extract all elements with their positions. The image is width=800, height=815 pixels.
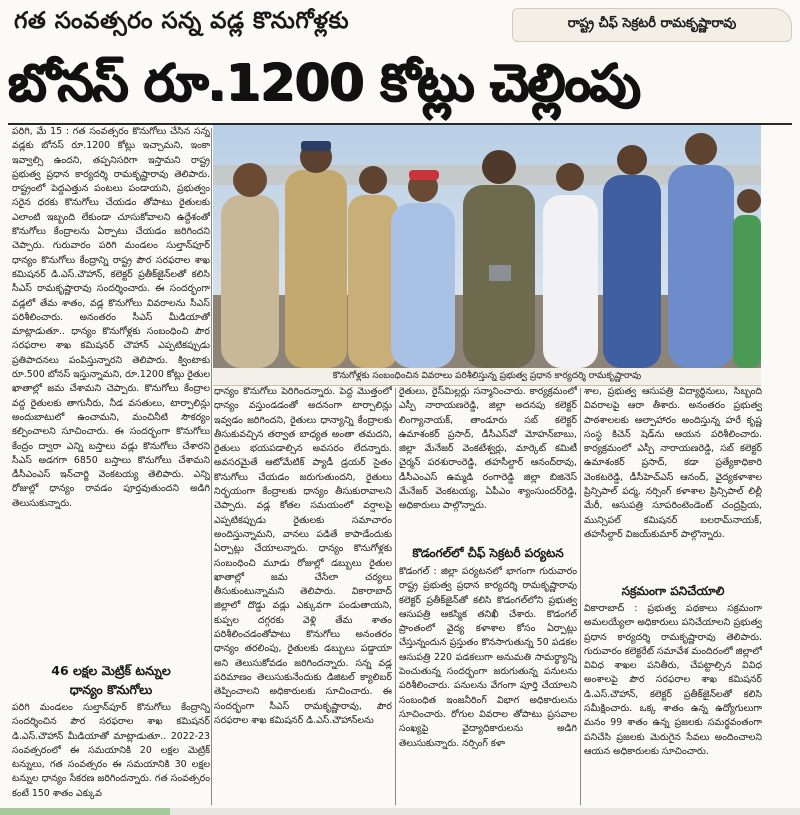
article-column-2: [214, 385, 392, 805]
main-headline: బోనస్ రూ.1200 కోట్లు చెల్లింపు: [8, 54, 640, 113]
column-divider: [580, 388, 581, 805]
article-column-4b: [584, 602, 762, 805]
column-4b-text: వికారాబాద్ : ప్రభుత్వ పథకాలు సక్రమంగా అమలయ్యేలా అధికారులు పనిచేయాలని ప్రభుత్వ ప్రధాన కార్యదర్శి రామకృష్ణారావు తెలిపారు. గురువారం కలెక్టరేట్ సమావేశ మందిరంలో జిల్లాలో వివిధ శాఖల పనితీరు, చేపట్టాల్సిన వివిధ అంశాలపై పౌర సరఫరాల శాఖ కమిషనర్ డి.ఎస్.చౌహాన్, కలెక్టర్ ప్రతీక్‌జైన్‌లతో కలిసి సమీక్షించారు. ఒక్క శాతం ఉన్న ఉద్యోగులుగా మనం 99 శాతం ఉన్న ప్రజలకు సమర్థవంతంగా పనిచేసి ప్రజలకు మెరుగైన సేవలు అందించాలని ఆయన అధికారులకు సూచించారు.: [584, 603, 762, 757]
column-1b-text: పరిగి మండలం సుల్తాన్‌పూర్ కొనుగోలు కేంద్రాన్ని సందర్శించిన పౌర సరఫరాల శాఖ కమిషనర్ డి.ఎస్.చౌహాన్ మీడియాతో మాట్లాడుతూ.. 2022-23 సంవత్సరంలో ఈ సమయానికి 20 లక్షల మెట్రిక్ టన్నులు, గత సంవత్సరం ఈ సమయానికి 30 లక్షల టన్నుల ధాన్యం సేకరణ జరిగిందన్నారు. గత సంవత్సరం కంటే 150 శాతం ఎక్కువ: [12, 702, 210, 799]
article-column-1: [12, 125, 210, 661]
page-bottom-strip: [0, 808, 800, 815]
column-3b-text: కొడంగల్ : జిల్లా పర్యటనలో భాగంగా గురువారం రాష్ట్ర ప్రభుత్వ ప్రధాన కార్యదర్శి రామకృష్ణారావు కలెక్టర్ ప్రతీక్‌జైన్‌తో కలిసి కొడంగల్‌లోని ప్రభుత్వ ఆసుపత్రి ఆకస్మిక తనిఖీ చేశారు. కొడంగల్ ప్రాంతంలో వైద్య కళాశాల కోసం ఏర్పాట్లు చేస్తున్నందున ప్రస్తుతం కొనసాగుతున్న 50 పడకల ఆసుపత్రి 220 పడకలుగా అనుమతి సామర్థ్యాన్ని పెంచుతున్న సందర్భంగా జరుగుతున్న పనులను పరిశీలించారు. పనులను వేగంగా పూర్తి చేయాలని సంబంధిత ఇంజనీరింగ్ విభాగ అధికారులను సూచించారు. రోగుల వివరాల తోపాటు ప్రసవాల సంఖ్యపై వైద్యాధికారులను అడిగి తెలుసుకున్నారు. నర్సింగ్ కళా: [399, 566, 577, 749]
column-3-text: రైతులు, రైస్‌మిల్లర్లు సన్మానించారు. కార్యక్రమంలో ఎస్పీ నారాయణరెడ్డి, జిల్లా అదనపు కలెక్టర్ లింగ్యానాయక్, తాండూరు సబ్ కలెక్టర్ ఉమాశంకర్ ప్రసాద్, డీసీఎస్‌వో మోహన్‌బాబు, జిల్లా మేనేజర్ వెంకటేశ్వర్లు, మార్కెట్ కమిటీ చైర్మన్ పరశురాంరెడ్డి, తహసీల్దార్ ఆనంద్‌రావు, డీసీఎంఎస్ ఉమ్మడి రంగారెడ్డి జిల్లా బిజినెస్ మేనేజర్ వెంకటయ్య, ఏపీఎం శ్యాంసుందర్‌రెడ్డి, అధికారులు పాల్గొన్నారు.: [399, 386, 577, 512]
column-divider: [211, 128, 212, 805]
subheading-line-1: 46 లక్షల మెట్రిక్ టన్నుల: [51, 663, 171, 678]
subheading-work-properly: సక్రమంగా పనిచేయాలి: [621, 584, 725, 598]
column-1-text: పరిగి, మే 15 : గత సంవత్సరం కొనుగోలు చేసిన సన్న వడ్లకు బోనస్ రూ.1200 కోట్లు ఇచ్చామని, ఇంకా ఇవ్వాల్సి ఉందని, తప్పనిసరిగా ఇస్తామని రాష్ట్ర ప్రభుత్వ ప్రధాన కార్యదర్శి రామకృష్ణారావు తెలిపారు. రాష్ట్రంలో పెద్దఎత్తున పంటలు పండాయని, ప్రభుత్వం సరైన ధరకు కొనుగోలు చేయడం తోపాటు రైతులకు ఎలాంటి ఇబ్బంది లేకుండా చూసుకోవాలని ఉద్దేశంతో కొనుగోలు కేంద్రాలను ఏర్పాటు చేయడం జరిగిందని చెప్పారు. గురువారం పరిగి మండలం సుల్తాన్‌పూర్ ధాన్యం కొనుగోలు కేంద్రాన్ని రాష్ట్ర పౌర సరఫరాల శాఖ కమిషనర్ డి.ఎస్.చౌహాన్, కలెక్టర్ ప్రతీక్‌జైన్‌లతో కలిసి సీఎస్ రామకృష్ణారావు సందర్శించారు. ఈ సందర్భంగా వడ్లలో తేమ శాతం, వడ్ల కొనుగోలు వివరాలను సీఎస్ పరిశీలించారు. అనంతరం సీఎస్ మీడియాతో మాట్లాడుతూ.. ధాన్యం కొనుగోళ్లకు సంబంధించి పౌర సరఫరాల శాఖ కమిషనర్ చౌహాన్ ఎప్పటికప్పుడు ప్రతిపాదనలు పంపిస్తున్నారని తెలిపారు. క్వింటాకు రూ.500 బోనస్ ఇస్తున్నామని, రూ.1200 కోట్లు రైతుల ఖాతాల్లో జమ చేశామని చెప్పారు. కొనుగోలు కేంద్రాల వద్ద రైతులకు తాగునీరు, నీడ వసతులు, టార్పాలిన్లు అందుబాటులో ఉంచామని, మంచినీటి సౌకర్యం కల్పించాలని సూచించారు. ఈ సందర్భంగా కొనుగోలు కేంద్రం ద్వారా ఎన్ని బస్తాలు వడ్లు కొనుగోలు చేశారని సీఎస్ అడగగా 6850 బస్తాలు కొనుగోలు చేశామని డీసీఎంఎస్ ఇన్‌చార్జి వెంకటయ్య తెలిపారు. ఎన్ని రోజుల్లో ధాన్యం రావడం పూర్తవుతుందని అడిగి తెలుసుకున్నారు.: [12, 126, 210, 509]
column-2-text: ధాన్యం కొనుగోలు పెరిగిందన్నారు. పెద్ద మొత్తంలో ధాన్యం వస్తుండడంతో అదనంగా టార్పాలిన్లు ఇవ్వడం జరిగిందని, రైతులు ధాన్యాన్ని కేంద్రాలకు తీసుకువచ్చిన తర్వాత బాధ్యత అంతా తమదని, రైతులు భయపడాల్సిన అవసరం లేదన్నారు. అవసరమైతే ఆటోమేటిక్ ప్యాడీ డ్రయర్ సైతం కొనుగోలు చేయడం జరుగుతుందని, రైతులు నిర్భయంగా కేంద్రాలకు ధాన్యం తీసుకురావాలని చెప్పారు. వడ్ల కోతల సమయంలో వర్షాలపై ఎప్పటికప్పుడు రైతులకు సమాచారం అందిస్తున్నామని, వానలు పడితే కాపాడేందుకు ఏర్పాట్లు చేయాలన్నారు. ధాన్యం కొనుగోళ్లకు సంబంధించి మూడు రోజుల్లో డబ్బులు రైతుల ఖాతాల్లో జమ చేసేలా చర్యలు తీసుకుంటున్నామని తెలిపారు. వికారాబాద్ జిల్లాలో దొడ్డు వడ్లు ఎక్కువగా పండుతాయని, కుప్పల దగ్గరకు వెళ్లి తేమ శాతం పరిశీలించడంతోపాటు కొనుగోలు అనంతరం ధాన్యం తరలింపు, రైతులకు డబ్బులు పడ్డాయా అని తెలుసుకోవడం జరిగిందన్నారు. సన్న వడ్ల పరిమాణం తెలుసుకునేందుకు డిజిటల్ క్యాలిబర్ తెప్పించాలని అధికారులకు సూచించారు. ఈ సందర్భంగా సీఎస్ రామకృష్ణారావు, పౌర సరఫరాల శాఖ కమిషనర్ డి.ఎస్.చౌహాన్‌లను: [214, 386, 392, 726]
article-column-3b: [399, 565, 577, 805]
photo-illustration: [213, 125, 761, 368]
subheading-paddy-procurement: [12, 661, 210, 699]
news-photo: [213, 125, 761, 368]
byline-badge: రాష్ట్ర చీఫ్ సెక్రటరీ రామకృష్ణారావు: [512, 8, 792, 42]
photo-caption: కొనుగోళ్లకు సంబంధించిన వివరాలు పరిశీలిస్తున్న ప్రభుత్వ ప్రధాన కార్యదర్శి రామకృష్ణారావు: [213, 368, 761, 386]
article-column-3: [399, 385, 577, 543]
headline-kicker: గత సంవత్సరం సన్న వడ్ల కొనుగోళ్లకు: [14, 8, 350, 34]
column-4-text: శాల, ప్రభుత్వ ఆసుపత్రి విద్యార్థినులు, సిబ్బంది వివరాలపై ఆరా తీశారు. అనంతరం ప్రభుత్వ పాఠశాలలకు ఆల్పాహారం అందిస్తున్న హరే కృష్ణ సంస్థ కిచెన్ షెడ్‌ను ఆయన పరిశీలించారు. కార్యక్రమంలో ఎస్పీ నారాయణరెడ్డి, సబ్ కలెక్టర్ ఉమాశంకర్ ప్రసాద్, కడా ప్రత్యేకాధికారి వెంకటరెడ్డి, డీసీహెచ్‌ఎస్ ఆనంద్, వైద్యకళాశాల ప్రిన్సిపాల్ పద్మ, నర్సింగ్ కళాశాల ప్రిన్సిపాల్ లిల్లీ మేరీ, ఆసుపత్రి సూపరింటెండెంట్ చంద్రప్రియ, మున్సిపల్ కమిషనర్ బలరామ్‌నాయక్, తహసీల్దార్ విజయ్‌కుమార్ పాల్గొన్నారు.: [584, 386, 762, 540]
article-column-4: [584, 385, 762, 581]
article-column-1b: [12, 701, 210, 805]
column-divider: [395, 388, 396, 805]
subheading-line-2: ధాన్యం కొనుగోలు: [69, 682, 153, 697]
subheading-kodangal: కొడంగల్‌లో చీఫ్ సెక్రటరీ పర్యటన: [412, 546, 564, 560]
